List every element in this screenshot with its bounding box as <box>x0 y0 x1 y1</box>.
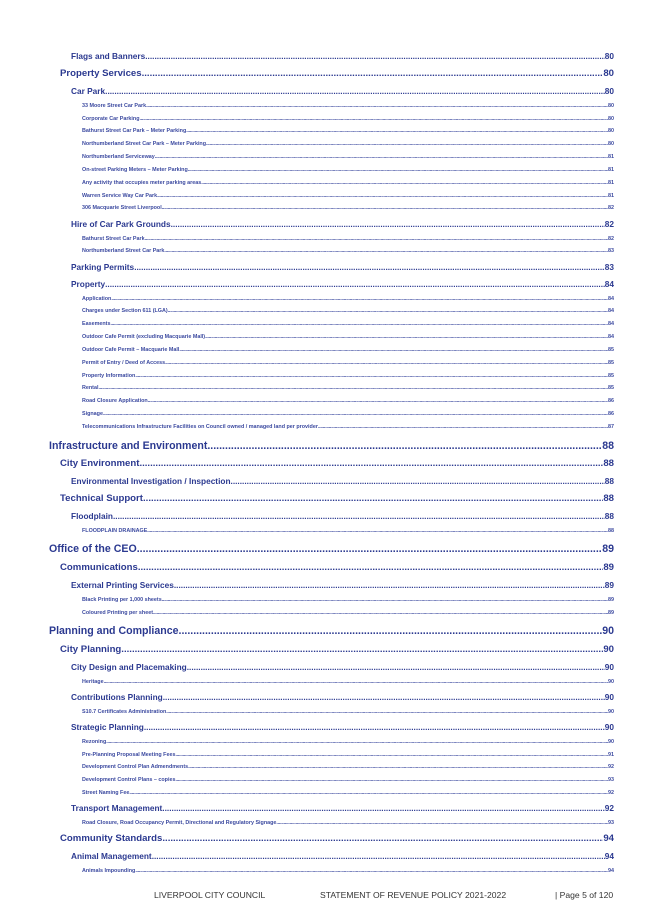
toc-entry-page: 91 <box>608 751 614 758</box>
toc-entry-title: Corporate Car Parking <box>82 115 140 122</box>
toc-entry-page: 81 <box>608 179 614 186</box>
toc-entry-page: 92 <box>608 764 614 771</box>
toc-entry-level-4[interactable] <box>82 417 614 430</box>
toc-entry-title: Animals Impounding <box>82 867 136 874</box>
toc-entry-page: 94 <box>604 850 614 861</box>
toc-entry-title: Signage <box>82 411 103 418</box>
toc-entry-level-3[interactable] <box>71 844 614 861</box>
toc-entry-level-2[interactable] <box>60 826 614 844</box>
toc-entry-level-1[interactable] <box>49 616 614 638</box>
toc-entry-title: Property <box>71 278 106 289</box>
toc-entry-level-4[interactable] <box>82 672 614 685</box>
toc-dot-leader <box>121 644 603 655</box>
toc-entry-page: 87 <box>608 424 614 430</box>
toc-entry-level-3[interactable] <box>71 796 614 813</box>
toc-entry-level-3[interactable] <box>71 272 614 289</box>
toc-entry-title: Bathurst Street Car Park <box>82 235 145 242</box>
toc-entry-title: Rezoning <box>82 738 107 745</box>
toc-entry-level-2[interactable] <box>60 61 614 79</box>
toc-entry-level-3[interactable] <box>71 469 614 486</box>
toc-entry-page: 83 <box>608 248 614 255</box>
toc-entry-page: 90 <box>604 661 614 672</box>
toc-entry-title: Environmental Investigation / Inspection <box>71 476 231 487</box>
toc-entry-title: Permit of Entry / Deed of Access <box>82 359 166 366</box>
toc-dot-leader <box>162 803 604 813</box>
toc-entry-title: Northumberland Street Car Park – Meter Parking <box>82 141 207 148</box>
toc-entry-page: 93 <box>608 777 614 784</box>
toc-entry-page: 92 <box>608 790 614 797</box>
toc-dot-leader <box>163 692 605 702</box>
toc-entry-title: Communications <box>60 561 138 573</box>
toc-dot-leader <box>143 493 603 504</box>
toc-entry-page: 93 <box>608 820 614 827</box>
toc-entry-level-4[interactable] <box>82 603 614 616</box>
toc-entry-title: City Planning <box>60 643 122 655</box>
toc-entry-title: Coloured Printing per sheet <box>82 609 153 616</box>
toc-entry-level-4[interactable] <box>82 134 614 147</box>
toc-entry-page: 88 <box>608 527 614 534</box>
toc-dot-leader <box>171 219 605 229</box>
toc-entry-level-4[interactable] <box>82 340 614 353</box>
toc-dot-leader <box>144 722 605 732</box>
toc-entry-level-3[interactable] <box>71 715 614 732</box>
toc-entry-page: 80 <box>608 128 614 135</box>
toc-entry-page: 80 <box>608 102 614 109</box>
toc-entry-level-3[interactable] <box>71 685 614 702</box>
toc-entry-title: Car Park <box>71 85 106 96</box>
toc-entry-level-3[interactable] <box>71 254 614 271</box>
table-of-contents <box>0 44 653 874</box>
toc-entry-title: Bathurst Street Car Park – Meter Parking <box>82 128 187 135</box>
toc-entry-page: 89 <box>608 609 614 616</box>
toc-entry-level-4[interactable] <box>82 379 614 392</box>
toc-entry-level-4[interactable] <box>82 521 614 534</box>
toc-entry-title: Road Closure, Road Occupancy Permit, Directional and Regulatory Signage <box>82 820 277 827</box>
toc-entry-page: 88 <box>604 476 614 487</box>
toc-entry-page: 89 <box>608 596 614 603</box>
toc-entry-page: 81 <box>608 192 614 199</box>
toc-entry-title: Community Standards <box>60 832 163 844</box>
toc-entry-page: 83 <box>604 261 614 272</box>
toc-entry-level-3[interactable] <box>71 655 614 672</box>
toc-dot-leader <box>142 68 604 79</box>
toc-entry-level-4[interactable] <box>82 122 614 135</box>
toc-dot-leader <box>135 868 608 874</box>
toc-entry-page: 85 <box>608 385 614 392</box>
toc-entry-title: Telecommunications Infrastructure Facilities on Council owned / managed land per provider <box>82 424 318 430</box>
toc-entry-title: 306 Macquarie Street Liverpool <box>82 205 162 212</box>
toc-entry-title: Hire of Car Park Grounds <box>71 218 171 229</box>
toc-entry-title: Outdoor Cafe Permit – Macquarie Mall <box>82 346 180 353</box>
toc-entry-level-4[interactable] <box>82 109 614 122</box>
toc-entry-level-4[interactable] <box>82 391 614 404</box>
toc-entry-title: Rental <box>82 385 99 392</box>
toc-entry-level-4[interactable] <box>82 745 614 758</box>
toc-entry-title: On-street Parking Meters – Meter Parking <box>82 166 188 173</box>
toc-entry-title: Development Control Plan Admendments <box>82 764 189 771</box>
toc-dot-leader <box>137 543 603 555</box>
toc-dot-leader <box>105 279 605 289</box>
toc-entry-level-4[interactable] <box>82 229 614 242</box>
toc-entry-level-4[interactable] <box>82 590 614 603</box>
footer-page-number: | Page 5 of 120 <box>555 890 614 900</box>
toc-entry-title: Northumberland Serviceway <box>82 154 155 161</box>
toc-entry-level-4[interactable] <box>82 302 614 315</box>
toc-entry-level-4[interactable] <box>82 702 614 715</box>
toc-entry-title: Road Closure Application <box>82 398 148 405</box>
toc-dot-leader <box>134 262 605 272</box>
footer-organisation: LIVERPOOL CITY COUNCIL <box>154 890 266 900</box>
toc-entry-page: 89 <box>602 543 614 556</box>
toc-entry-page: 90 <box>608 678 614 685</box>
toc-dot-leader <box>187 662 605 672</box>
toc-entry-title: Office of the CEO <box>49 543 137 556</box>
toc-entry-level-2[interactable] <box>60 555 614 573</box>
toc-entry-level-3[interactable] <box>71 573 614 590</box>
toc-entry-title: 33 Moore Street Car Park <box>82 102 147 109</box>
toc-entry-page: 80 <box>603 67 614 79</box>
toc-entry-title: Property Services <box>60 67 142 79</box>
toc-entry-page: 84 <box>608 295 614 302</box>
footer-document-title: STATEMENT OF REVENUE POLICY 2021-2022 <box>320 890 507 900</box>
toc-dot-leader <box>113 511 605 521</box>
toc-entry-title: Parking Permits <box>71 261 135 272</box>
toc-entry-title: Animal Management <box>71 850 152 861</box>
toc-entry-title: External Printing Services <box>71 579 174 590</box>
toc-entry-title: Street Naming Fee <box>82 790 130 797</box>
toc-entry-level-1[interactable] <box>49 430 614 452</box>
toc-dot-leader <box>174 580 605 590</box>
toc-entry-page: 90 <box>604 691 614 702</box>
toc-entry-page: 90 <box>603 643 614 655</box>
toc-entry-level-2[interactable] <box>60 452 614 470</box>
toc-entry-page: 82 <box>608 235 614 242</box>
toc-entry-title: Property Information <box>82 372 136 379</box>
toc-entry-level-4[interactable] <box>82 353 614 366</box>
toc-entry-page: 86 <box>608 411 614 418</box>
toc-entry-page: 89 <box>604 579 614 590</box>
toc-entry-level-2[interactable] <box>60 486 614 504</box>
toc-entry-title: Technical Support <box>60 492 143 504</box>
toc-entry-page: 86 <box>608 398 614 405</box>
toc-entry-page: 88 <box>602 439 614 452</box>
toc-entry-level-4[interactable] <box>82 770 614 783</box>
toc-entry-title: City Environment <box>60 458 140 469</box>
toc-dot-leader <box>231 476 605 486</box>
toc-entry-page: 81 <box>608 154 614 161</box>
toc-entry-page: 84 <box>608 321 614 328</box>
toc-entry-title: Warren Service Way Car Park <box>82 192 158 199</box>
toc-entry-level-3[interactable] <box>71 44 614 61</box>
toc-entry-level-4[interactable] <box>82 96 614 109</box>
toc-entry-page: 90 <box>608 708 614 715</box>
toc-entry-page: 88 <box>603 492 614 504</box>
toc-entry-title: Development Control Plans – copies <box>82 777 176 784</box>
toc-entry-page: 84 <box>608 308 614 315</box>
toc-entry-page: 88 <box>603 458 614 469</box>
toc-entry-page: 80 <box>608 141 614 148</box>
page-footer <box>0 890 653 904</box>
toc-entry-page: 92 <box>604 803 614 814</box>
toc-entry-page: 85 <box>608 346 614 353</box>
toc-entry-title: Infrastructure and Environment <box>49 439 208 452</box>
toc-entry-page: 90 <box>602 625 614 638</box>
toc-entry-level-4[interactable] <box>82 314 614 327</box>
toc-dot-leader <box>207 440 602 452</box>
toc-entry-title: FLOODPLAIN DRAINAGE <box>82 527 148 534</box>
toc-entry-page: 85 <box>608 359 614 366</box>
toc-entry-page: 80 <box>608 115 614 122</box>
toc-entry-title: City Design and Placemaking <box>71 661 187 672</box>
toc-entry-page: 94 <box>608 867 614 874</box>
toc-entry-level-4[interactable] <box>82 366 614 379</box>
toc-entry-title: Planning and Compliance <box>49 625 179 638</box>
toc-entry-level-3[interactable] <box>71 211 614 228</box>
toc-entry-level-2[interactable] <box>60 637 614 655</box>
toc-entry-title: Any activity that occupies meter parking areas <box>82 179 202 186</box>
toc-entry-page: 85 <box>608 372 614 379</box>
toc-entry-level-4[interactable] <box>82 147 614 160</box>
toc-entry-page: 90 <box>608 738 614 745</box>
toc-entry-title: Black Printing per 1,000 sheets <box>82 596 162 603</box>
toc-entry-level-4[interactable] <box>82 173 614 186</box>
toc-dot-leader <box>162 833 603 844</box>
toc-entry-title: Flags and Banners <box>71 51 146 62</box>
toc-entry-level-3[interactable] <box>71 79 614 96</box>
toc-entry-page: 84 <box>608 334 614 341</box>
toc-entry-level-4[interactable] <box>82 813 614 826</box>
toc-entry-level-4[interactable] <box>82 186 614 199</box>
toc-entry-level-4[interactable] <box>82 160 614 173</box>
toc-entry-level-4[interactable] <box>82 242 614 255</box>
toc-entry-title: Outdoor Cafe Permit (excluding Macquarie Mall) <box>82 334 206 341</box>
toc-entry-page: 81 <box>608 166 614 173</box>
toc-entry-title: Floodplain <box>71 510 113 521</box>
toc-entry-page: 82 <box>604 218 614 229</box>
toc-entry-title: Transport Management <box>71 803 163 814</box>
toc-entry-page: 80 <box>604 85 614 96</box>
toc-entry-level-1[interactable] <box>49 534 614 556</box>
toc-entry-title: Heritage <box>82 678 104 685</box>
toc-entry-title: Northumberland Street Car Park <box>82 248 165 255</box>
toc-entry-page: 82 <box>608 205 614 212</box>
toc-entry-title: Easements <box>82 321 111 328</box>
toc-entry-level-4[interactable] <box>82 783 614 796</box>
toc-entry-page: 89 <box>603 561 614 573</box>
toc-dot-leader <box>152 851 605 861</box>
toc-dot-leader <box>179 625 603 637</box>
toc-entry-title: Strategic Planning <box>71 721 144 732</box>
toc-entry-level-4[interactable] <box>82 404 614 417</box>
toc-entry-level-4[interactable] <box>82 199 614 212</box>
toc-entry-page: 80 <box>604 51 614 62</box>
toc-dot-leader <box>105 86 605 96</box>
toc-entry-title: Application <box>82 295 112 302</box>
toc-entry-level-4[interactable] <box>82 732 614 745</box>
toc-dot-leader <box>138 562 604 573</box>
toc-dot-leader <box>145 51 605 61</box>
toc-entry-page: 84 <box>604 278 614 289</box>
toc-entry-title: Pre-Planning Proposal Meeting Fees <box>82 751 176 758</box>
toc-entry-level-4[interactable] <box>82 758 614 771</box>
toc-entry-title: Charges under Section 611 (LGA) <box>82 308 168 315</box>
toc-entry-title: Contributions Planning <box>71 691 163 702</box>
toc-entry-level-3[interactable] <box>71 504 614 521</box>
toc-entry-page: 88 <box>604 510 614 521</box>
toc-dot-leader <box>139 458 603 469</box>
toc-entry-page: 90 <box>604 721 614 732</box>
toc-entry-level-4[interactable] <box>82 327 614 340</box>
toc-entry-title: S10.7 Certificates Administration <box>82 708 167 715</box>
toc-entry-level-4[interactable] <box>82 289 614 302</box>
toc-entry-page: 94 <box>603 832 614 844</box>
toc-entry-level-4[interactable] <box>82 861 614 874</box>
